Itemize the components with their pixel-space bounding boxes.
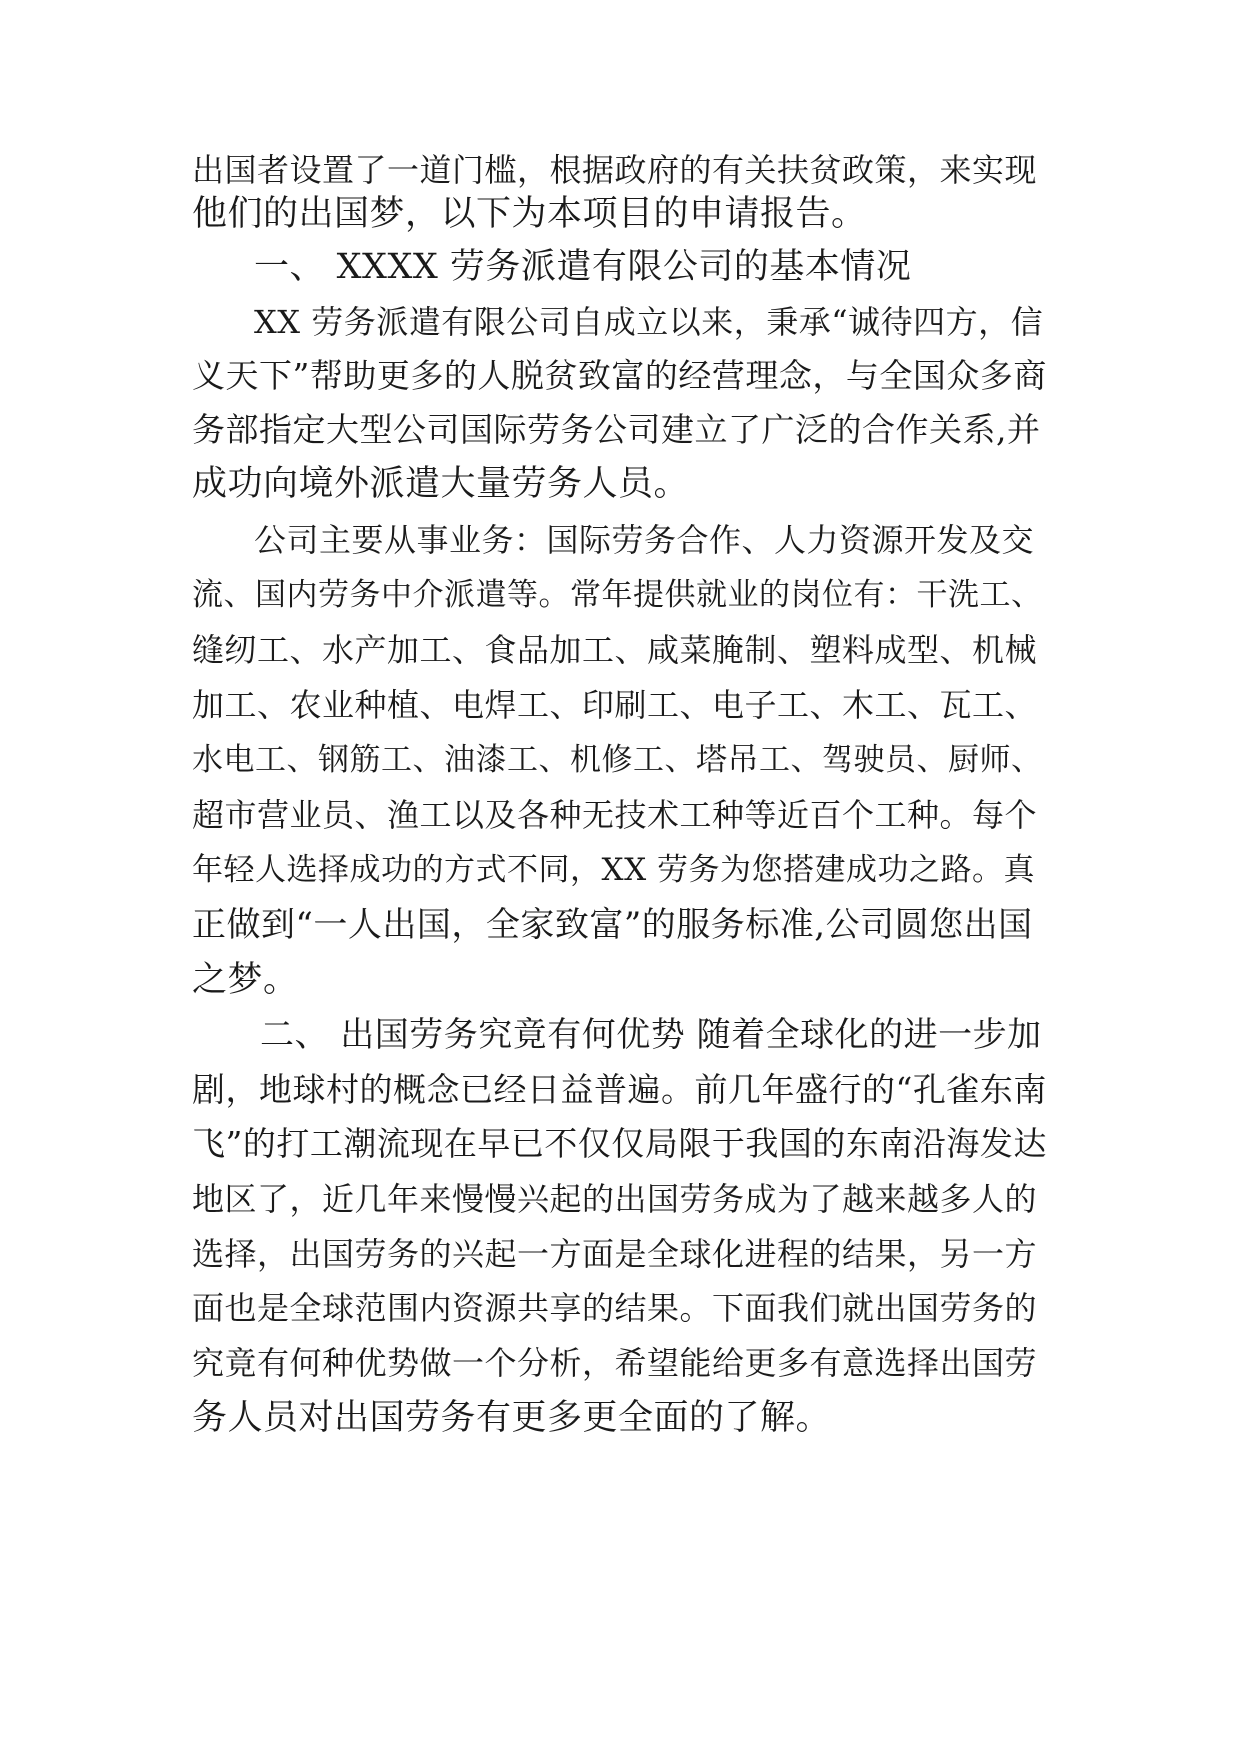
text-line: 超市营业员、渔工以及各种无技术工种等近百个工种。每个 (192, 796, 1038, 834)
text-line: 缝纫工、水产加工、食品加工、咸菜腌制、塑料成型、机械 (192, 631, 1038, 669)
text-line: 飞”的打工潮流现在早已不仅仅局限于我国的东南沿海发达 (192, 1124, 1047, 1163)
text-line: 成功向境外派遣大量劳务人员。 (192, 464, 690, 504)
text-line: 公司主要从事业务：国际劳务合作、人力资源开发及交 (254, 521, 1035, 559)
text-line: 地区了，近几年来慢慢兴起的出国劳务成为了越来越多人的 (192, 1180, 1038, 1218)
text-line: 出国者设置了一道门槛，根据政府的有关扶贫政策，来实现 (192, 151, 1038, 189)
text-line: 面也是全球范围内资源共享的结果。下面我们就出国劳务的 (192, 1289, 1038, 1327)
text-line: 他们的出国梦，以下为本项目的申请报告。 (192, 194, 867, 234)
text-line: 务人员对出国劳务有更多更全面的了解。 (192, 1398, 832, 1438)
text-line: 正做到“一人出国，全家致富”的服务标准,公司圆您出国 (192, 905, 1033, 945)
text-line: 剧，地球村的概念已经日益普遍。前几年盛行的“孔雀东南 (192, 1070, 1047, 1109)
text-line: 究竟有何种优势做一个分析，希望能给更多有意选择出国劳 (192, 1344, 1038, 1382)
text-line: 流、国内劳务中介派遣等。常年提供就业的岗位有：干洗工、 (192, 577, 1043, 613)
text-line: 务部指定大型公司国际劳务公司建立了广泛的合作关系,并 (192, 410, 1041, 449)
text-line: 之梦。 (192, 960, 299, 1000)
section-heading: 二、 出国劳务究竟有何优势 随着全球化的进一步加 (260, 1015, 1042, 1055)
text-line: 选择，出国劳务的兴起一方面是全球化进程的结果，另一方 (192, 1235, 1038, 1273)
section-heading: 一、 XXXX 劳务派遣有限公司的基本情况 (254, 247, 912, 287)
text-line: 加工、农业种植、电焊工、印刷工、电子工、木工、瓦工、 (192, 686, 1038, 724)
text-line: 年轻人选择成功的方式不同，XX 劳务为您搭建成功之路。真 (192, 852, 1035, 888)
text-line: 水电工、钢筋工、油漆工、机修工、塔吊工、驾驶员、厨师、 (192, 742, 1043, 778)
text-line: XX 劳务派遣有限公司自成立以来，秉承“诚待四方，信 (254, 303, 1044, 341)
text-line: 义天下”帮助更多的人脱贫致富的经营理念，与全国众多商 (192, 356, 1047, 395)
